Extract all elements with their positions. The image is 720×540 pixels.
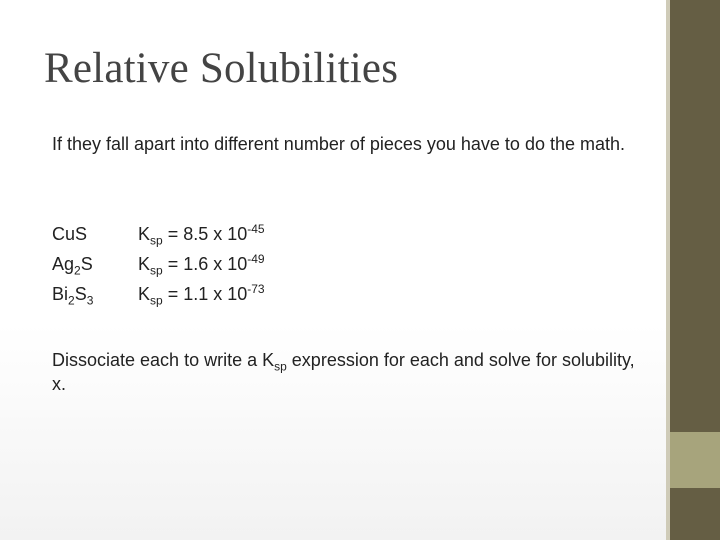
compound-row <box>52 282 652 312</box>
ksp-value: $K_{sp} = 8.5$ x $10^{-45}$ <box>138 222 265 248</box>
compound-row <box>52 252 652 282</box>
intro-paragraph: If they fall apart into different number of pieces you have to do the math. <box>52 134 626 154</box>
outro-paragraph: Dissociate each to write a $K_{sp}$ expression for each and solve for solubility, x. <box>52 350 635 394</box>
compound-formula: $Ag_2S$ <box>52 254 93 278</box>
sidebar-top-band <box>670 0 720 432</box>
sidebar-bottom-band <box>670 488 720 540</box>
sidebar-accent-band <box>670 432 720 488</box>
ksp-value: $K_{sp} = 1.1$ x $10^{-73}$ <box>138 282 265 308</box>
slide-title: Relative Solubilities <box>44 45 399 92</box>
compound-row <box>52 222 652 252</box>
decorative-sidebar <box>666 0 720 540</box>
compound-formula: CuS <box>52 224 88 244</box>
compound-formula: $Bi_2S_3$ <box>52 284 94 308</box>
ksp-value: $K_{sp} = 1.6$ x $10^{-49}$ <box>138 252 265 278</box>
compound-list <box>52 222 652 312</box>
